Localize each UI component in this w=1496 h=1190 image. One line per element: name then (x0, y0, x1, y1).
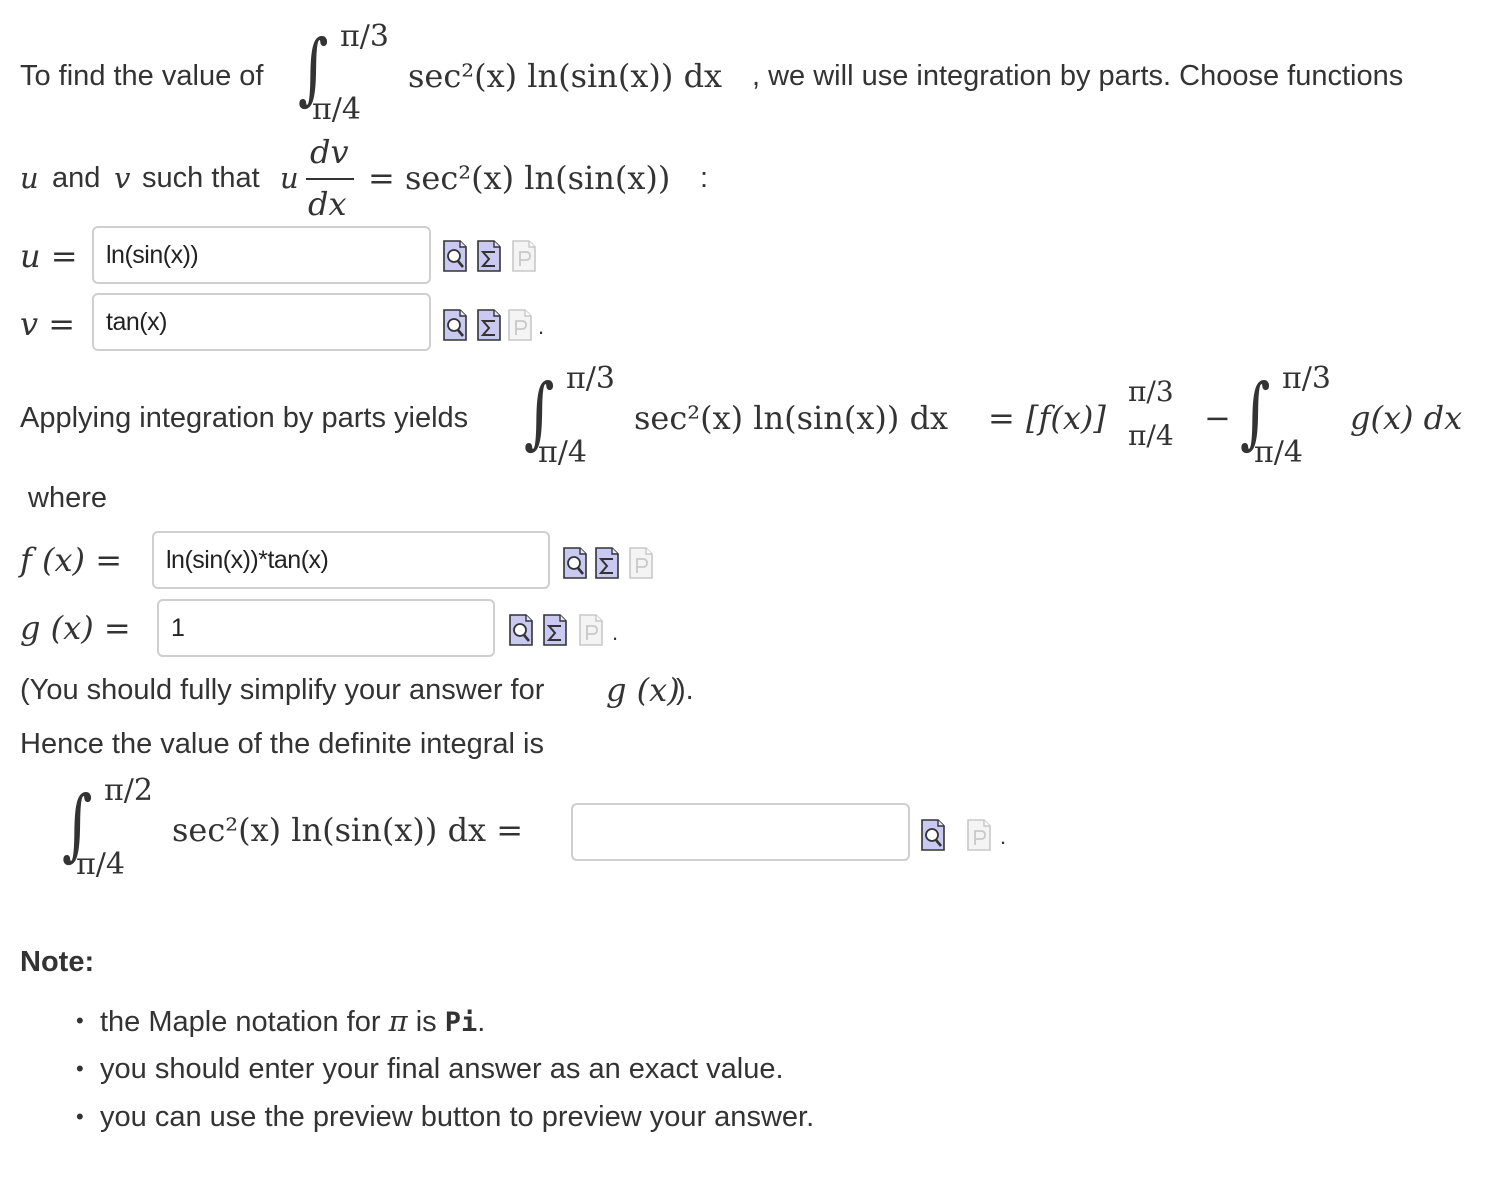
u-label: u = (20, 237, 78, 275)
f-bracket: [f(x)] (1026, 399, 1106, 437)
sigma-equation-icon[interactable] (542, 613, 568, 647)
frac-dv: dv (310, 133, 349, 171)
integral-sign: ∫ (1240, 368, 1271, 458)
integral-upper-limit: π/2 (104, 773, 153, 808)
intro-such-that: such that (142, 162, 260, 194)
preview-magnifier-icon[interactable] (508, 613, 534, 647)
sigma-equation-icon[interactable] (476, 308, 502, 342)
intro-lead: To find the value of (20, 60, 264, 92)
maple-p-icon[interactable] (507, 308, 533, 342)
note-item1-code: Pi (444, 1007, 478, 1038)
final-integrand: sec²(x) ln(sin(x)) dx = (172, 811, 524, 849)
note-item-preview: • you can use the preview button to preview your answer. (72, 1093, 814, 1141)
note-item1-pi: π (388, 1004, 408, 1038)
equals-sign: = (988, 399, 1015, 437)
preview-magnifier-icon[interactable] (562, 546, 588, 580)
integral-upper-limit: π/3 (566, 361, 615, 396)
note-item1-text: the Maple notation for (100, 1006, 381, 1038)
integrand: sec²(x) ln(sin(x)) dx (634, 399, 949, 437)
g-row-period: . (612, 620, 619, 645)
integral-sign: ∫ (524, 368, 555, 458)
preview-magnifier-icon[interactable] (920, 818, 946, 852)
integrand: sec²(x) ln(sin(x)) dx (408, 57, 723, 95)
f-label: f (x) = (20, 541, 123, 579)
var-u-2: u (280, 161, 299, 195)
note-list (72, 997, 814, 1141)
minus-sign: − (1204, 399, 1231, 437)
simplify-tail: ). (676, 674, 694, 706)
f-input[interactable]: ln(sin(x))*tan(x) (152, 531, 550, 589)
fraction-bar (306, 178, 354, 180)
integral-upper-limit: π/3 (1282, 361, 1331, 396)
intro-colon: : (700, 162, 709, 194)
final-answer-input[interactable] (571, 803, 910, 861)
bracket-lower-limit: π/4 (1128, 419, 1174, 452)
integral-lower-limit: π/4 (1254, 435, 1303, 470)
var-v: v (114, 161, 131, 195)
note-heading: Note: (20, 946, 95, 978)
integral-lower-limit: π/4 (76, 847, 125, 882)
var-u: u (20, 161, 39, 195)
v-input[interactable]: tan(x) (92, 293, 431, 351)
bracket-upper-limit: π/3 (1128, 375, 1174, 408)
maple-p-icon[interactable] (628, 546, 654, 580)
integral-sign: ∫ (62, 780, 93, 870)
g-integrand: g(x) dx (1350, 399, 1463, 437)
sigma-equation-icon[interactable] (476, 239, 502, 273)
preview-magnifier-icon[interactable] (442, 239, 468, 273)
integral-lower-limit: π/4 (538, 435, 587, 470)
note-item-maple-pi (72, 997, 814, 1045)
uv-rhs: = sec²(x) ln(sin(x)) (368, 159, 671, 197)
final-row-period: . (1000, 824, 1007, 849)
note-item1-period: . (477, 1006, 486, 1038)
simplify-gx: g (x) (606, 671, 680, 709)
integral-upper-limit: π/3 (340, 19, 389, 54)
intro-tail: , we will use integration by parts. Choose functions (752, 60, 1404, 92)
g-label: g (x) = (20, 609, 131, 647)
note-item1-is: is (415, 1006, 437, 1038)
integral-sign: ∫ (298, 24, 329, 114)
sigma-equation-icon[interactable] (594, 546, 620, 580)
preview-magnifier-icon[interactable] (442, 308, 468, 342)
frac-dx: dx (308, 185, 347, 223)
simplify-lead: (You should fully simplify your answer for (20, 674, 545, 706)
hence-text: Hence the value of the definite integral is (20, 728, 544, 760)
g-input[interactable]: 1 (157, 599, 495, 657)
v-label: v = (20, 305, 76, 343)
u-input[interactable]: ln(sin(x)) (92, 226, 431, 284)
maple-p-icon[interactable] (578, 613, 604, 647)
note-item-exact-value: • you should enter your final answer as an exact value. (72, 1045, 814, 1093)
maple-p-icon[interactable] (966, 818, 992, 852)
v-row-period: . (538, 314, 545, 339)
intro-and: and (52, 162, 101, 194)
integral-lower-limit: π/4 (312, 92, 361, 127)
where-label: where (28, 482, 107, 514)
applying-lead: Applying integration by parts yields (20, 402, 469, 434)
maple-p-icon[interactable] (511, 239, 537, 273)
